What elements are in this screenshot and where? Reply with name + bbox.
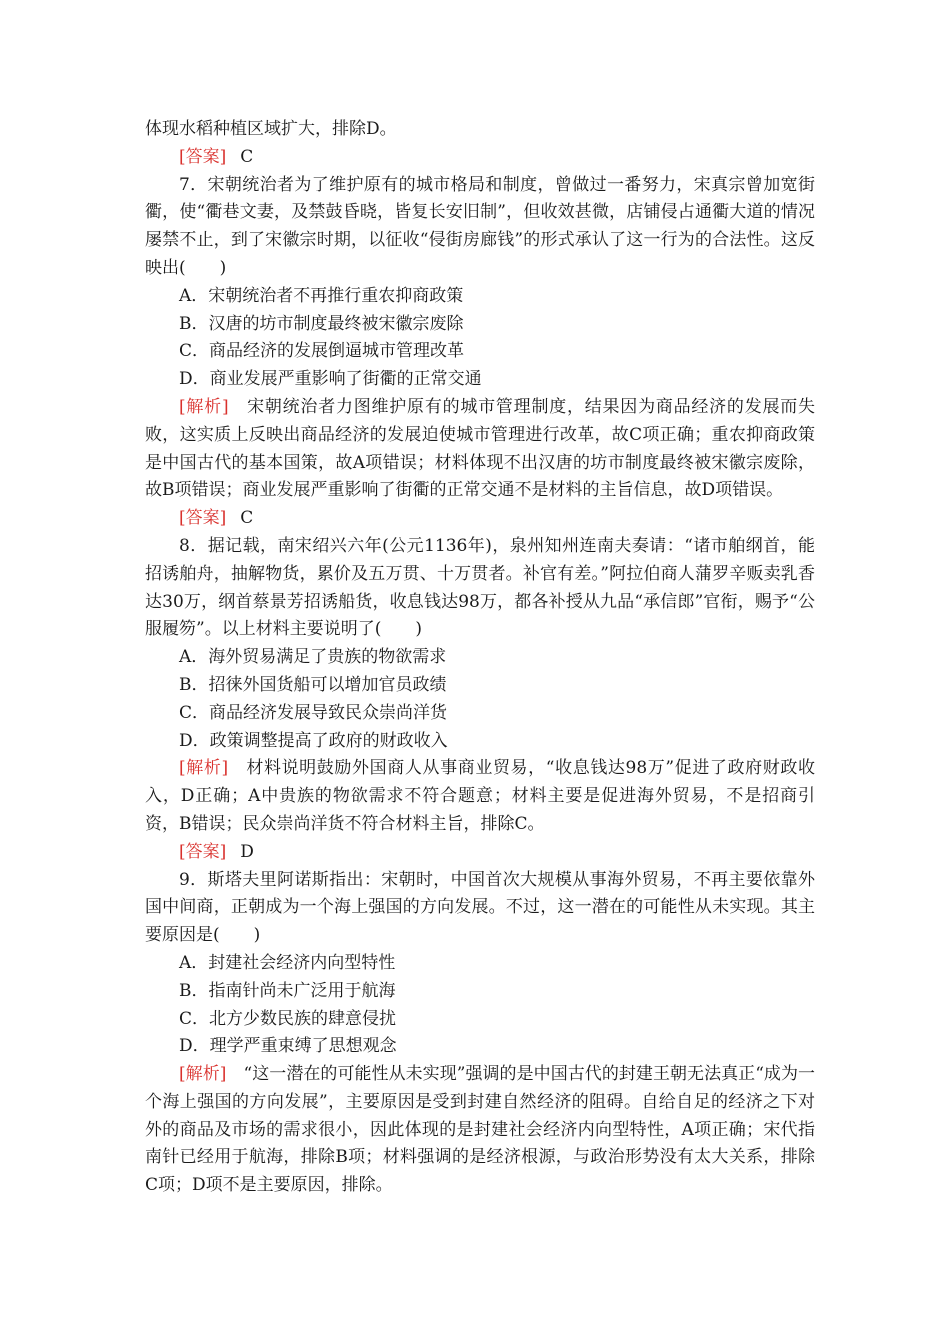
answer-line [145, 505, 815, 533]
answer-value: C [240, 146, 254, 167]
answer-line [145, 839, 815, 867]
analysis-text: 材料说明鼓励外国商人从事商业贸易，“收息钱达98万”促进了政府财政收入，D正确；A中贵族的物欲需求不符合题意；材料主要是促进海外贸易，不是招商引资，B错误；民众崇尚洋货不符合材料主旨，排除C。 [145, 758, 816, 834]
question-stem: 8．据记载，南宋绍兴六年(公元1136年)，泉州知州连南夫奏请：“诸市舶纲首，能招诱舶舟，抽解物货，累价及五万贯、十万贯者。补官有差。”阿拉伯商人蒲罗辛贩卖乳香达30万，纲首蔡景芳招诱船货，收息钱达98万，都各补授从九品“承信郎”官衔，赐予“公服履笏”。以上材料主要说明了( ) [145, 535, 815, 640]
option-b: B．招徕外国货船可以增加官员政绩 [179, 674, 447, 695]
analysis-text: 宋朝统治者力图维护原有的城市管理制度，结果因为商品经济的发展而失败，这实质上反映出商品经济的发展迫使城市管理进行改革，故C项正确；重农抑商政策是中国古代的基本国策，故A项错误；材料体现不出汉唐的坊市制度最终被宋徽宗废除，故B项错误；商业发展严重影响了街衢的正常交通不是材料的主旨信息，故D项错误。 [145, 396, 816, 501]
option-c: C．商品经济发展导致民众崇尚洋货 [179, 702, 448, 723]
document-content [145, 116, 815, 1200]
answer-value: C [240, 508, 254, 529]
option-c: C．商品经济的发展倒逼城市管理改革 [179, 341, 465, 362]
analysis-paragraph [145, 394, 815, 505]
analysis-label: [解析] [179, 758, 229, 779]
analysis-label: [解析] [179, 1064, 227, 1085]
option-b: B．指南针尚未广泛用于航海 [179, 980, 396, 1001]
option-d: D．商业发展严重影响了街衢的正常交通 [179, 369, 482, 390]
answer-line [145, 144, 815, 172]
answer-label: [答案] [179, 146, 227, 167]
answer-label: [答案] [179, 508, 227, 529]
analysis-paragraph [145, 1061, 815, 1200]
question-stem: 9．斯塔夫里阿诺斯指出：宋朝时，中国首次大规模从事海外贸易，不再主要依靠外国中间商，正朝成为一个海上强国的方向发展。不过，这一潜在的可能性从未实现。其主要原因是( ) [145, 869, 815, 946]
analysis-paragraph [145, 755, 815, 838]
option-b: B．汉唐的坊市制度最终被宋徽宗废除 [179, 313, 464, 334]
intro-text: 体现水稻种植区域扩大，排除D。 [145, 119, 397, 139]
option-a: A．海外贸易满足了贵族的物欲需求 [179, 647, 447, 668]
question-stem: 7．宋朝统治者为了维护原有的城市格局和制度，曾做过一番努力，宋真宗曾加宽街衢，使“衢巷文妻，及禁鼓昏晓，皆复长安旧制”，但收效甚微，店铺侵占通衢大道的情况屡禁不止，到了宋徽宗时期，以征收“侵街房廊钱”的形式承认了这一行为的合法性。这反映出( ) [145, 174, 815, 278]
analysis-label: [解析] [179, 396, 229, 417]
option-d: D．政策调整提高了政府的财政收入 [179, 730, 448, 751]
answer-value: D [240, 841, 254, 862]
option-c: C．北方少数民族的肆意侵扰 [179, 1008, 397, 1029]
option-d: D．理学严重束缚了思想观念 [179, 1036, 397, 1057]
analysis-text: “这一潜在的可能性从未实现”强调的是中国古代的封建王朝无法真正“成为一个海上强国的方向发展”，主要原因是受到封建自然经济的阻碍。自给自足的经济之下对外的商品及市场的需求很小，因此体现的是封建社会经济内向型特性，A项正确；宋代指南针已经用于航海，排除B项；材料强调的是经济根源，与政治形势没有太大关系，排除C项；D项不是主要原因，排除。 [145, 1064, 816, 1196]
answer-label: [答案] [179, 841, 227, 862]
option-a: A．宋朝统治者不再推行重农抑商政策 [179, 285, 464, 306]
option-a: A．封建社会经济内向型特性 [179, 952, 396, 973]
